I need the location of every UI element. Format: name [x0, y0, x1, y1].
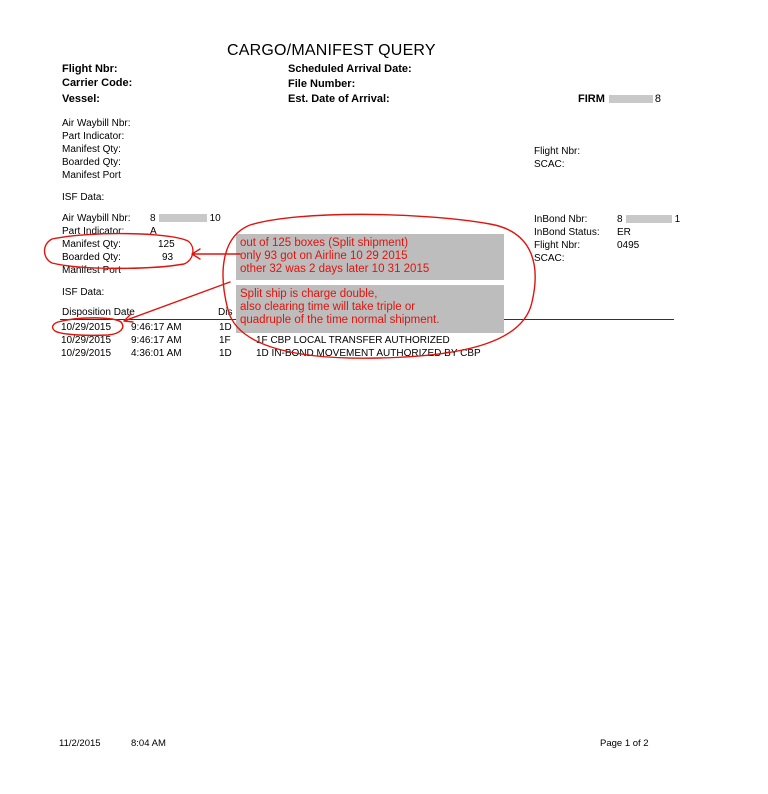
firm-label: FIRM [578, 93, 605, 105]
air-waybill-prefix: 8 [150, 213, 156, 224]
row-time: 4:36:01 AM [131, 348, 182, 359]
inbond-nbr-label: InBond Nbr: [534, 214, 588, 225]
row-description: 1D IN-BOND MOVEMENT AUTHORIZED BY CBP [256, 348, 481, 359]
redacted-inbond [626, 215, 672, 223]
manifest-qty-value: 125 [158, 239, 175, 250]
est-arrival-label: Est. Date of Arrival: [288, 93, 390, 105]
firm-suffix: 8 [654, 93, 662, 105]
manifest-qty-label-2: Manifest Qty: [62, 239, 121, 250]
inbond-status-label: InBond Status: [534, 227, 600, 238]
note-line: quadruple of the time normal shipment. [240, 314, 440, 326]
page-title: CARGO/MANIFEST QUERY [227, 42, 436, 59]
manifest-port-label-1: Manifest Port [62, 170, 121, 181]
scac-label-2: SCAC: [534, 253, 565, 264]
page-indicator: Page 1 of 2 [600, 738, 649, 749]
row-time: 9:46:17 AM [131, 335, 182, 346]
row-code: 1F [219, 335, 231, 346]
disposition-date-header: Disposition Date [62, 307, 135, 318]
firm-field [578, 93, 661, 106]
flight-nbr-value: 0495 [617, 240, 640, 251]
redacted-firm [609, 95, 653, 103]
row-time: 9:46:17 AM [131, 322, 182, 333]
inbond-nbr-value [617, 214, 680, 226]
note-line: only 93 got on Airline 10 29 2015 [240, 250, 408, 262]
footer-time: 8:04 AM [131, 738, 166, 749]
scac-label-1: SCAC: [534, 159, 565, 170]
air-waybill-value [150, 213, 221, 225]
flight-nbr-label-1: Flight Nbr: [534, 146, 581, 157]
inbond-status-value: ER [617, 227, 631, 238]
part-indicator-value: A [150, 226, 157, 237]
disposition-code-header: Dis [218, 307, 233, 318]
row-date: 10/29/2015 [61, 348, 112, 359]
annotation-note-charges [236, 285, 504, 333]
note-line: out of 125 boxes (Split shipment) [240, 237, 409, 249]
footer-date: 11/2/2015 [59, 738, 101, 749]
annotation-note-split-shipment [236, 234, 504, 280]
part-indicator-label-2: Part Indicator: [62, 226, 125, 237]
row-date: 10/29/2015 [61, 322, 112, 333]
arrow-to-date [124, 282, 233, 322]
boarded-qty-label-1: Boarded Qty: [62, 157, 121, 168]
row-code: 1D [219, 348, 232, 359]
manifest-qty-label-1: Manifest Qty: [62, 144, 121, 155]
vessel-label: Vessel: [62, 93, 100, 105]
carrier-code-label: Carrier Code: [62, 77, 133, 89]
row-description: 1F CBP LOCAL TRANSFER AUTHORIZED [256, 335, 450, 346]
arrow-to-qty [192, 249, 240, 259]
note-line: Split ship is charge double, [240, 288, 378, 300]
inbond-nbr-prefix: 8 [617, 214, 623, 225]
flight-nbr-label-2: Flight Nbr: [534, 240, 581, 251]
file-number-label: File Number: [288, 78, 356, 90]
isf-data-label-2: ISF Data: [62, 287, 105, 298]
boarded-qty-value: 93 [162, 252, 174, 263]
boarded-qty-label-2: Boarded Qty: [62, 252, 121, 263]
scheduled-arrival-label: Scheduled Arrival Date: [288, 63, 412, 75]
air-waybill-label-1: Air Waybill Nbr: [62, 118, 131, 129]
flight-nbr-label: Flight Nbr: [62, 63, 118, 75]
row-date: 10/29/2015 [61, 335, 112, 346]
redacted-waybill [159, 214, 207, 222]
manifest-port-label-2: Manifest Port [62, 265, 121, 276]
note-line: other 32 was 2 days later 10 31 2015 [240, 263, 430, 275]
note-line: also clearing time will take triple or [240, 301, 416, 313]
isf-data-label-1: ISF Data: [62, 192, 105, 203]
part-indicator-label-1: Part Indicator: [62, 131, 125, 142]
inbond-nbr-suffix: 1 [674, 214, 681, 225]
air-waybill-label-2: Air Waybill Nbr: [62, 213, 131, 224]
row-code: 1D [219, 322, 232, 333]
air-waybill-suffix: 10 [209, 213, 221, 224]
